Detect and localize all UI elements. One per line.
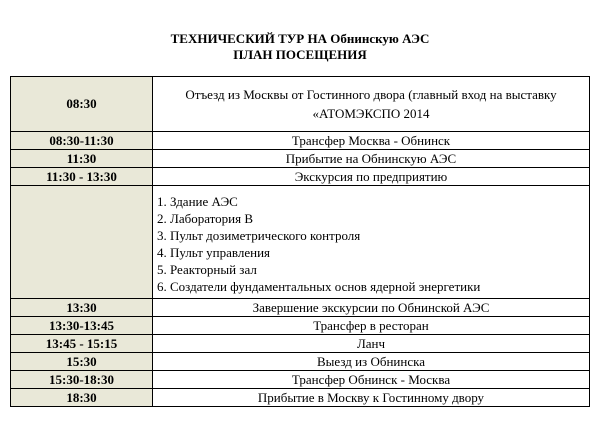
schedule-description: Экскурсия по предприятию <box>153 168 590 186</box>
tour-stop-item: 4. Пульт управления <box>157 245 271 260</box>
schedule-row <box>11 335 590 353</box>
tour-stops-list <box>153 186 590 299</box>
schedule-row <box>11 371 590 389</box>
schedule-description: Трансфер Москва - Обнинск <box>153 132 590 150</box>
tour-stop-item: 6. Создатели фундаментальных основ ядерной энергетики <box>157 279 481 294</box>
schedule-row <box>11 77 590 132</box>
schedule-description: Ланч <box>153 335 590 353</box>
schedule-time: 13:30-13:45 <box>11 317 153 335</box>
schedule-row <box>11 299 590 317</box>
schedule-row-tour-list <box>11 186 590 299</box>
schedule-time: 15:30-18:30 <box>11 371 153 389</box>
tour-stop-item: 5. Реакторный зал <box>157 262 257 277</box>
schedule-time: 15:30 <box>11 353 153 371</box>
schedule-row <box>11 353 590 371</box>
schedule-time: 13:30 <box>11 299 153 317</box>
schedule-row <box>11 132 590 150</box>
schedule-time: 18:30 <box>11 389 153 407</box>
schedule-row <box>11 168 590 186</box>
schedule-description: Прибытие на Обнинскую АЭС <box>153 150 590 168</box>
schedule-description: Трансфер Обнинск - Москва <box>153 371 590 389</box>
schedule-time-empty <box>11 186 153 299</box>
tour-stop-item: 1. Здание АЭС <box>157 194 238 209</box>
schedule-time: 08:30 <box>11 77 153 132</box>
schedule-time: 13:45 - 15:15 <box>11 335 153 353</box>
schedule-time: 11:30 <box>11 150 153 168</box>
schedule-table <box>10 76 590 407</box>
schedule-row <box>11 317 590 335</box>
schedule-row <box>11 389 590 407</box>
schedule-description: Выезд из Обнинска <box>153 353 590 371</box>
document-subtitle: ПЛАН ПОСЕЩЕНИЯ <box>233 47 367 62</box>
schedule-time: 08:30-11:30 <box>11 132 153 150</box>
schedule-description: Трансфер в ресторан <box>153 317 590 335</box>
schedule-description: Отъезд из Москвы от Гостинного двора (главный вход на выставку «АТОМЭКСПО 2014 <box>153 77 590 132</box>
tour-stop-item: 3. Пульт дозиметрического контроля <box>157 228 361 243</box>
tour-stop-item: 2. Лаборатория В <box>157 211 254 226</box>
schedule-row <box>11 150 590 168</box>
schedule-time: 11:30 - 13:30 <box>11 168 153 186</box>
document-title: ТЕХНИЧЕСКИЙ ТУР НА Обнинскую АЭС <box>170 31 430 46</box>
schedule-description: Прибытие в Москву к Гостинному двору <box>153 389 590 407</box>
schedule-description: Завершение экскурсии по Обнинской АЭС <box>153 299 590 317</box>
